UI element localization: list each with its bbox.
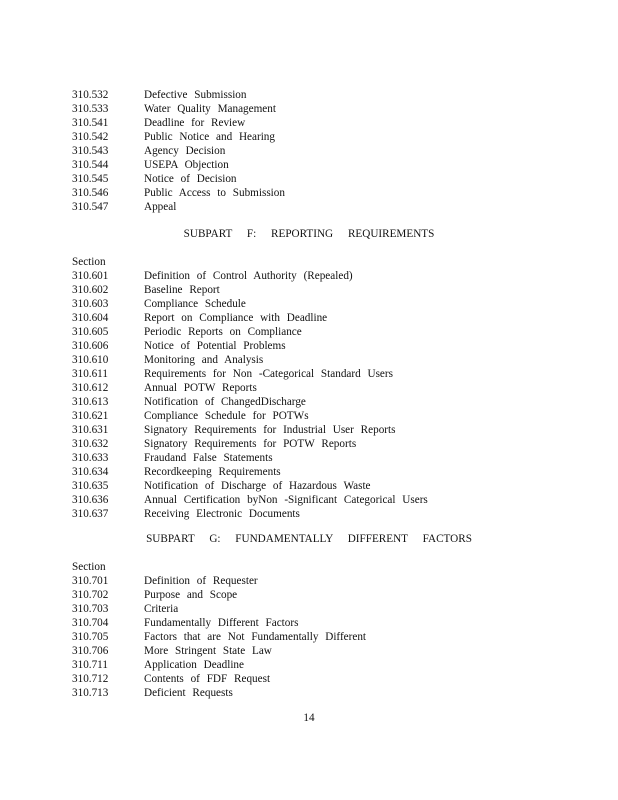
section-title: Application Deadline (144, 659, 244, 671)
subpart-g-heading: SUBPART G: FUNDAMENTALLY DIFFERENT FACTORS (146, 533, 472, 545)
list-item (72, 672, 552, 686)
list-item (72, 423, 552, 437)
list-item (72, 367, 552, 381)
section-number: 310.703 (72, 603, 109, 615)
section-list-subpart-f (72, 255, 552, 521)
list-item (72, 186, 552, 200)
list-item (72, 644, 552, 658)
section-title: Monitoring and Analysis (144, 354, 264, 366)
section-number: 310.631 (72, 424, 109, 436)
page-number: 14 (303, 712, 315, 724)
section-number: 310.712 (72, 673, 109, 685)
list-item (72, 200, 552, 214)
section-number: 310.637 (72, 508, 109, 520)
section-title: Annual POTW Reports (144, 382, 257, 394)
section-number: 310.702 (72, 589, 109, 601)
list-item (72, 465, 552, 479)
list-item (72, 353, 552, 367)
list-item (72, 686, 552, 700)
list-item (72, 479, 552, 493)
section-title: Receiving Electronic Documents (144, 508, 300, 520)
section-column-label: Section (72, 561, 106, 573)
section-title: Notification of ChangedDischarge (144, 396, 306, 408)
section-title: Factors that are Not Fundamentally Different (144, 631, 367, 643)
list-item (72, 297, 552, 311)
section-title: Deficient Requests (144, 687, 233, 699)
section-number: 310.610 (72, 354, 109, 366)
section-title: Purpose and Scope (144, 589, 238, 601)
list-item (72, 616, 552, 630)
section-title: Contents of FDF Request (144, 673, 271, 685)
section-title: Report on Compliance with Deadline (144, 312, 328, 324)
section-title: Deadline for Review (144, 117, 246, 129)
section-title: Signatory Requirements for Industrial User Reports (144, 424, 396, 436)
section-title: More Stringent State Law (144, 645, 272, 657)
list-item (72, 130, 552, 144)
section-number: 310.543 (72, 145, 109, 157)
section-list-subpart-e (72, 88, 552, 214)
section-number: 310.602 (72, 284, 109, 296)
section-title: Compliance Schedule for POTWs (144, 410, 309, 422)
section-number: 310.604 (72, 312, 109, 324)
section-number: 310.611 (72, 368, 108, 380)
list-item (72, 269, 552, 283)
list-item (72, 325, 552, 339)
section-title: Notification of Discharge of Hazardous Waste (144, 480, 371, 492)
list-item (72, 630, 552, 644)
section-title: Agency Decision (144, 145, 226, 157)
list-item (72, 102, 552, 116)
section-number: 310.532 (72, 89, 109, 101)
section-number: 310.704 (72, 617, 109, 629)
list-item (72, 381, 552, 395)
section-title: Notice of Decision (144, 173, 237, 185)
section-number: 310.713 (72, 687, 109, 699)
section-number: 310.636 (72, 494, 109, 506)
section-title: Defective Submission (144, 89, 247, 101)
list-item (72, 88, 552, 102)
section-title: Public Access to Submission (144, 187, 285, 199)
section-list-subpart-g (72, 560, 552, 700)
list-item (72, 507, 552, 521)
section-title: Definition of Requester (144, 575, 258, 587)
section-number: 310.621 (72, 410, 109, 422)
list-item (72, 451, 552, 465)
section-number: 310.533 (72, 103, 109, 115)
section-number: 310.706 (72, 645, 109, 657)
section-number: 310.711 (72, 659, 108, 671)
section-number: 310.635 (72, 480, 109, 492)
section-number: 310.603 (72, 298, 109, 310)
section-number: 310.634 (72, 466, 109, 478)
section-number: 310.546 (72, 187, 109, 199)
list-item (72, 602, 552, 616)
list-item (72, 283, 552, 297)
list-item (72, 311, 552, 325)
section-title: USEPA Objection (144, 159, 229, 171)
section-number: 310.633 (72, 452, 109, 464)
section-number: 310.541 (72, 117, 109, 129)
section-column-label: Section (72, 256, 106, 268)
section-title: Signatory Requirements for POTW Reports (144, 438, 357, 450)
list-item (72, 437, 552, 451)
list-item (72, 574, 552, 588)
list-item (72, 116, 552, 130)
subpart-f-heading: SUBPART F: REPORTING REQUIREMENTS (183, 228, 435, 240)
section-number: 310.545 (72, 173, 109, 185)
section-title: Public Notice and Hearing (144, 131, 275, 143)
section-title: Criteria (144, 603, 179, 615)
section-title: Recordkeeping Requirements (144, 466, 281, 478)
section-number: 310.606 (72, 340, 109, 352)
section-number: 310.613 (72, 396, 109, 408)
section-number: 310.542 (72, 131, 109, 143)
section-title: Requirements for Non -Categorical Standard Users (144, 368, 393, 380)
list-item (72, 493, 552, 507)
list-item (72, 588, 552, 602)
section-number: 310.701 (72, 575, 109, 587)
list-item (72, 409, 552, 423)
section-number: 310.705 (72, 631, 109, 643)
section-number: 310.612 (72, 382, 109, 394)
section-title: Compliance Schedule (144, 298, 246, 310)
list-item (72, 172, 552, 186)
list-item (72, 395, 552, 409)
section-title: Appeal (144, 201, 177, 213)
section-number: 310.544 (72, 159, 109, 171)
section-title: Definition of Control Authority (Repealed) (144, 270, 353, 282)
section-number: 310.605 (72, 326, 109, 338)
section-title: Fundamentally Different Factors (144, 617, 299, 629)
list-item (72, 144, 552, 158)
section-title: Water Quality Management (144, 103, 276, 115)
section-number: 310.632 (72, 438, 109, 450)
list-item (72, 658, 552, 672)
section-title: Periodic Reports on Compliance (144, 326, 302, 338)
section-title: Notice of Potential Problems (144, 340, 286, 352)
section-number: 310.601 (72, 270, 109, 282)
section-title: Baseline Report (144, 284, 220, 296)
list-item (72, 339, 552, 353)
section-title: Annual Certification byNon -Significant Categorical Users (144, 494, 428, 506)
section-number: 310.547 (72, 201, 109, 213)
list-item (72, 158, 552, 172)
section-title: Fraudand False Statements (144, 452, 273, 464)
